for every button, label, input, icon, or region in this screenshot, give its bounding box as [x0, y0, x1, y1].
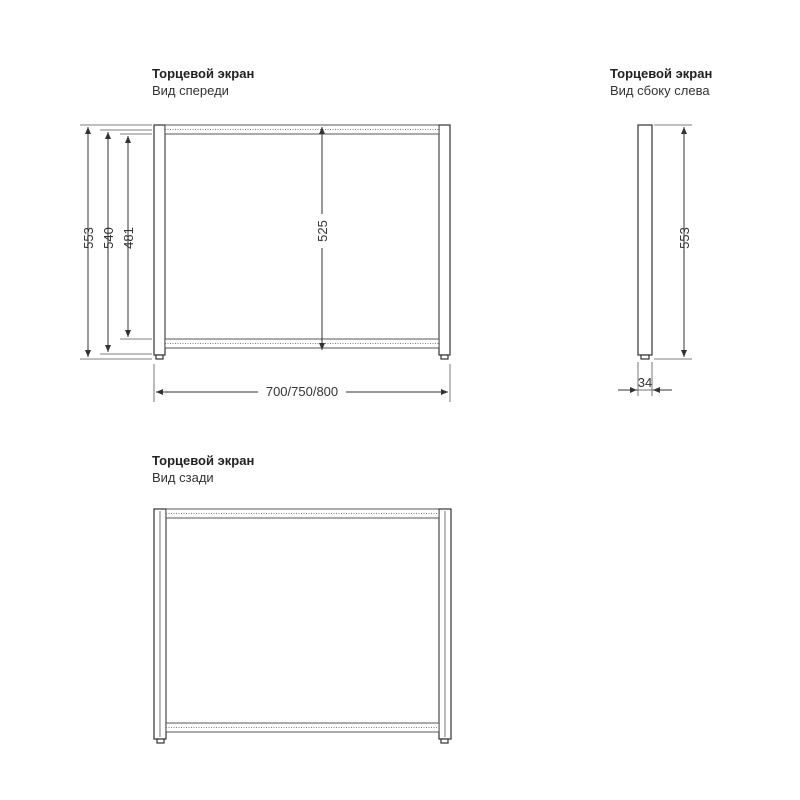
back-view-subtitle: Вид сзади: [152, 470, 214, 485]
front-dim-width-label: 700/750/800: [265, 384, 339, 399]
back-right-foot: [441, 739, 448, 743]
front-view-subtitle: Вид спереди: [152, 83, 229, 98]
front-left-foot: [156, 355, 163, 359]
front-left-post: [154, 125, 165, 355]
front-view-title: Торцевой экран: [152, 66, 255, 81]
side-view-title: Торцевой экран: [610, 66, 713, 81]
side-post: [638, 125, 652, 355]
front-dim-540-label: 540: [101, 227, 116, 249]
front-right-post: [439, 125, 450, 355]
side-foot: [641, 355, 649, 359]
side-dim-34-label: 34: [637, 375, 653, 390]
back-left-foot: [157, 739, 164, 743]
front-dim-481-label: 481: [121, 227, 136, 249]
back-view: [152, 453, 451, 743]
front-right-foot: [441, 355, 448, 359]
front-dim-553-label: 553: [81, 227, 96, 249]
side-dim-553-label: 553: [677, 227, 692, 249]
front-dim-525-label: 525: [315, 220, 330, 242]
back-view-title: Торцевой экран: [152, 453, 255, 468]
side-view: [610, 66, 712, 396]
front-view: [80, 66, 450, 402]
back-panel: [166, 518, 439, 723]
side-view-subtitle: Вид сбоку слева: [610, 83, 710, 98]
front-panel: [165, 134, 439, 339]
